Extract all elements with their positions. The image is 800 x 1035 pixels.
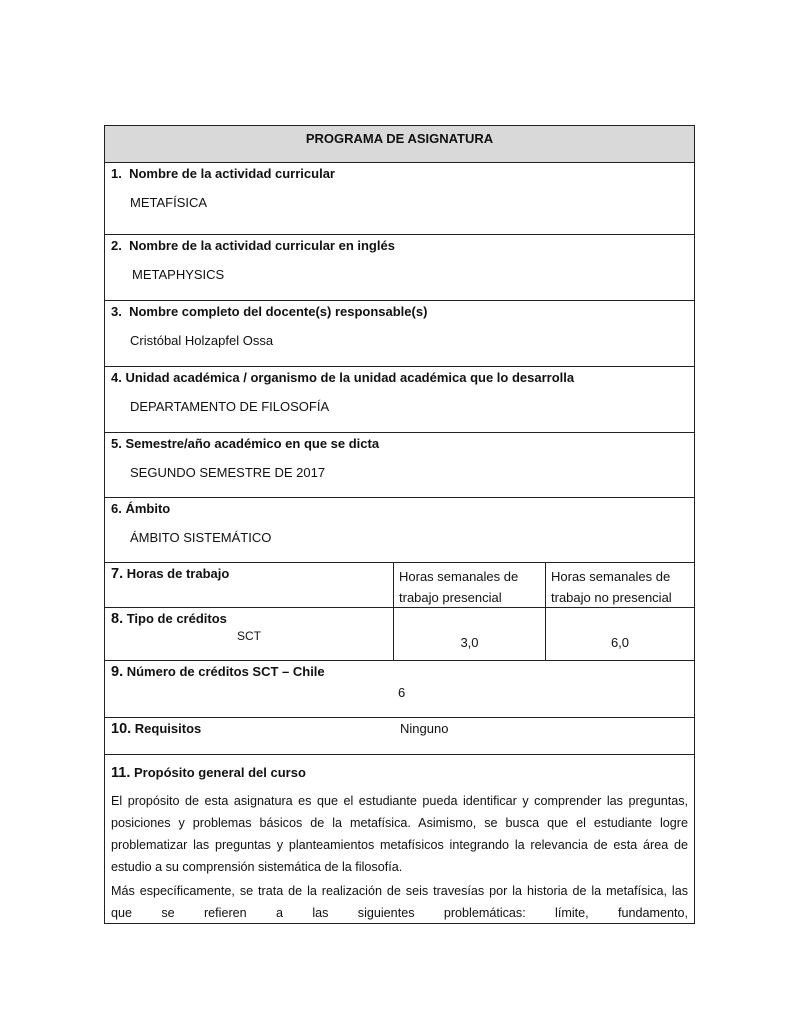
section-number: 2. (111, 238, 122, 253)
purpose-paragraph-1: El propósito de esta asignatura es que el estudiante pueda identificar y comprender las preguntas, posiciones y problemas básicos de la metafísica. Asimismo, se busca que el estudiante logre problematizar las preguntas y planteamientos metafísicos integrando la relevancia de esta área de estudio a su comprensión sistemática de la filosofía. (111, 794, 688, 874)
section-6 (105, 498, 694, 563)
section-number: 4. (111, 370, 122, 385)
instructor-name: Cristóbal Holzapfel Ossa (130, 333, 274, 348)
section-number: 6. (111, 501, 122, 516)
section-label: Ámbito (125, 501, 171, 516)
section-4 (105, 367, 694, 433)
section-number: 10. (111, 721, 132, 737)
scope: ÁMBITO SISTEMÁTICO (130, 530, 272, 545)
section-label: Horas de trabajo (126, 566, 230, 581)
hours-no-presencial-header: Horas semanales de trabajo no presencial (545, 563, 694, 607)
section-number: 5. (111, 436, 122, 451)
credit-count: 6 (398, 685, 406, 700)
section-11 (105, 755, 694, 923)
semester: SEGUNDO SEMESTRE DE 2017 (130, 465, 326, 480)
hours-presencial-header: Horas semanales de trabajo presencial (393, 563, 545, 607)
section-number: 3. (111, 304, 122, 319)
section-3 (105, 301, 694, 367)
section-number: 9. (111, 664, 124, 680)
section-number: 8. (111, 611, 124, 627)
section-label: Propósito general del curso (133, 765, 306, 780)
requirements: Ninguno (400, 721, 449, 736)
section-label: Unidad académica / organismo de la unidad académica que lo desarrolla (125, 370, 575, 385)
hours-presencial-value: 3,0 (393, 608, 545, 660)
hours-no-presencial-value: 6,0 (545, 608, 694, 660)
section-label: Nombre de la actividad curricular en inglés (129, 238, 395, 253)
academic-unit: DEPARTAMENTO DE FILOSOFÍA (130, 399, 330, 414)
section-label: Nombre de la actividad curricular (129, 166, 335, 181)
section-8 (105, 608, 694, 661)
credit-type: SCT (237, 629, 261, 643)
section-label: Número de créditos SCT – Chile (126, 664, 325, 679)
section-2 (105, 235, 694, 301)
table-title: PROGRAMA DE ASIGNATURA (105, 126, 694, 163)
section-label: Requisitos (134, 721, 202, 736)
section-1 (105, 163, 694, 235)
course-name: METAFÍSICA (130, 195, 208, 210)
section-number: 7. (111, 566, 124, 582)
section-7 (105, 563, 694, 608)
section-label: Semestre/año académico en que se dicta (125, 436, 380, 451)
section-label: Tipo de créditos (126, 611, 227, 626)
section-10 (105, 718, 694, 755)
section-label: Nombre completo del docente(s) responsable(s) (129, 304, 428, 319)
section-number: 1. (111, 166, 122, 181)
section-5 (105, 433, 694, 498)
course-program-table (104, 125, 695, 924)
purpose-paragraph-2: Más específicamente, se trata de la realización de seis travesías por la historia de la metafísica, las que se refieren a las siguientes problemáticas: límite, fundamento, (111, 884, 688, 920)
section-number: 11. (111, 765, 131, 781)
course-name-english: METAPHYSICS (132, 267, 225, 282)
section-9 (105, 661, 694, 718)
